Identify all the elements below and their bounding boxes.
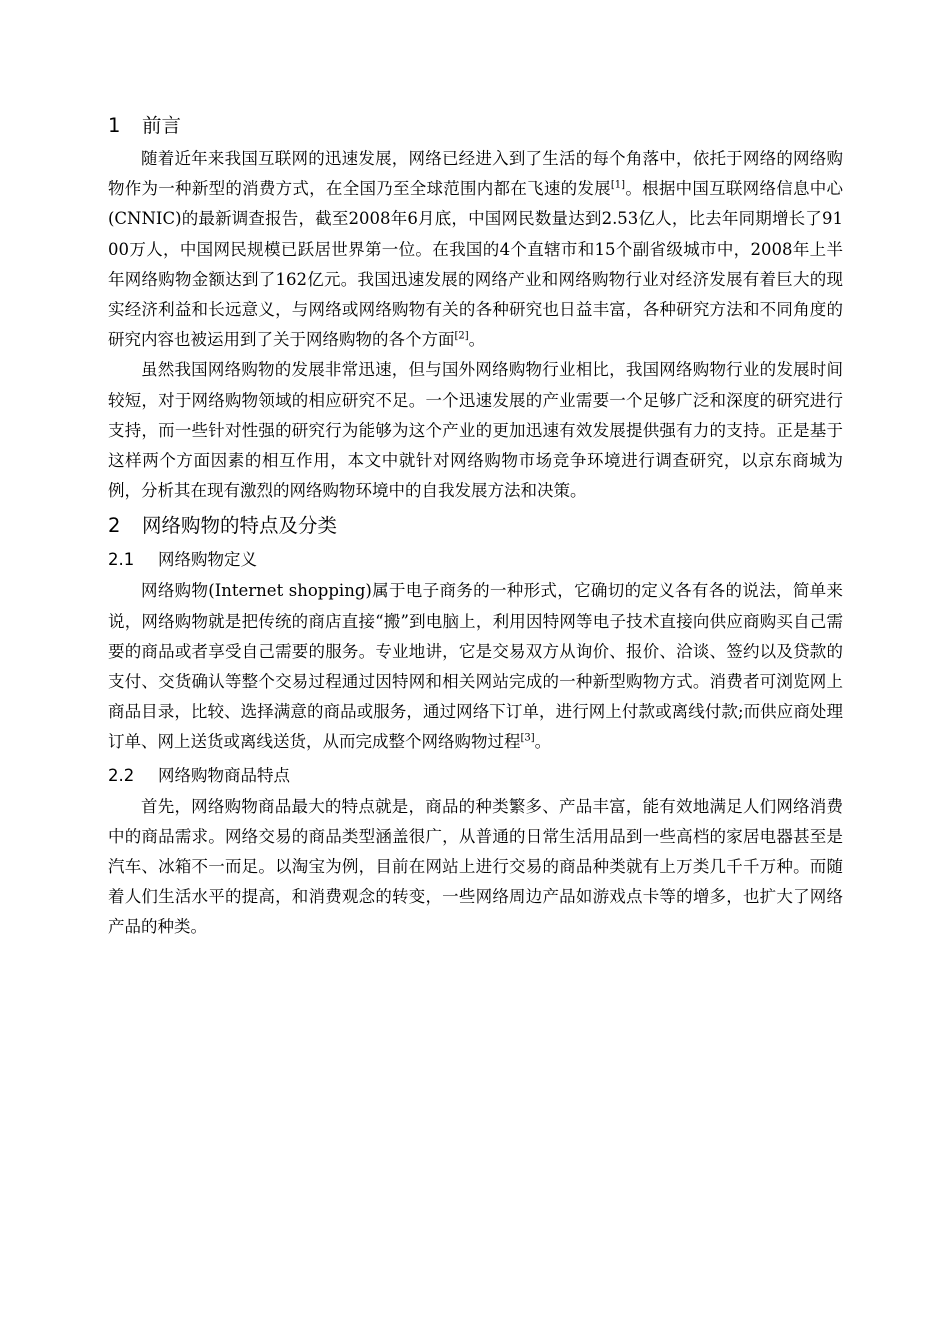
- paragraph-text: 首先，网络购物商品最大的特点就是，商品的种类繁多、产品丰富，能有效地满足人们网络消费中的商品需求。网络交易的商品类型涵盖很广，从普通的日常生活用品到一些高档的家居电器甚至是汽车、冰箱不一而足。以淘宝为例，目前在网站上进行交易的商品种类就有上万类几千千万种。而随着人们生活水平的提高，和消费观念的转变，一些网络周边产品如游戏点卡等的增多，也扩大了网络产品的种类。: [108, 796, 843, 937]
- paragraph-text: 随着近年来我国互联网的迅速发展，网络已经进入到了生活的每个角落中，依托于网络的网络购物作为一种新型的消费方式，在全国乃至全球范围内都在飞速的发展: [108, 149, 843, 199]
- paragraph: [108, 355, 843, 506]
- paragraph-text: 网络购物(Internet shopping)属于电子商务的一种形式，它确切的定义各有各的说法，简单来说，网络购物就是把传统的商店直接“搬”到电脑上，利用因特网等电子技术直接向供应商购买自己需要的商品或者享受自己需要的服务。专业地讲，它是交易双方从询价、报价、洽谈、签约以及贷款的支付、交货确认等整个交易过程通过因特网和相关网站完成的一种新型购物方式。消费者可浏览网上商品目录，比较、选择满意的商品或服务，通过网络下订单，进行网上付款或离线付款;而供应商处理订单、网上送货或离线送货，从而完成整个网络购物过程: [108, 581, 843, 752]
- section-number: 2: [108, 514, 121, 538]
- paragraph: [108, 576, 843, 757]
- paragraph-text: 虽然我国网络购物的发展非常迅速，但与国外网络购物行业相比，我国网络购物行业的发展时间较短，对于网络购物领域的相应研究不足。一个迅速发展的产业需要一个足够广泛和深度的研究进行支持，而一些针对性强的研究行为能够为这个产业的更加迅速有效发展提供强有力的支持。正是基于这样两个方面因素的相互作用，本文中就针对网络购物市场竞争环境进行调查研究，以京东商城为例，分析其在现有激烈的网络购物环境中的自我发展方法和决策。: [108, 360, 843, 501]
- citation: [2]: [454, 330, 469, 342]
- paragraph-text: 。根据中国互联网络信息中心(CNNIC)的最新调查报告，截至2008年6月底，中国网民数量达到2.53亿人，比去年同期增长了9100万人，中国网民规模已跃居世界第一位。在我国的4个直辖市和15个副省级城市中，2008年上半年网络购物金额达到了162亿元。我国迅速发展的网络产业和网络购物行业对经济发展有着巨大的现实经济利益和长远意义，与网络或网络购物有关的各种研究也日益丰富，各种研究方法和不同角度的研究内容也被运用到了关于网络购物的各个方面: [108, 179, 844, 350]
- subsection-2-2-heading: [108, 760, 843, 792]
- paragraph: [108, 792, 843, 943]
- section-title: 前言: [142, 114, 182, 137]
- paragraph: [108, 144, 843, 355]
- citation: [1]: [610, 179, 626, 191]
- citation: [3]: [520, 732, 535, 744]
- subsection-2-1-heading: [108, 544, 843, 576]
- subsection-title: 网络购物商品特点: [158, 765, 290, 785]
- section-2-heading: [108, 508, 843, 544]
- subsection-number: 2.1: [108, 550, 135, 570]
- paragraph-text: 。: [468, 330, 486, 350]
- subsection-number: 2.2: [108, 765, 135, 785]
- section-title: 网络购物的特点及分类: [142, 514, 338, 538]
- paragraph-text: 。: [534, 732, 552, 752]
- subsection-title: 网络购物定义: [158, 550, 257, 570]
- section-1-heading: [108, 108, 843, 144]
- document-body: [108, 108, 843, 943]
- section-number: 1: [108, 114, 121, 137]
